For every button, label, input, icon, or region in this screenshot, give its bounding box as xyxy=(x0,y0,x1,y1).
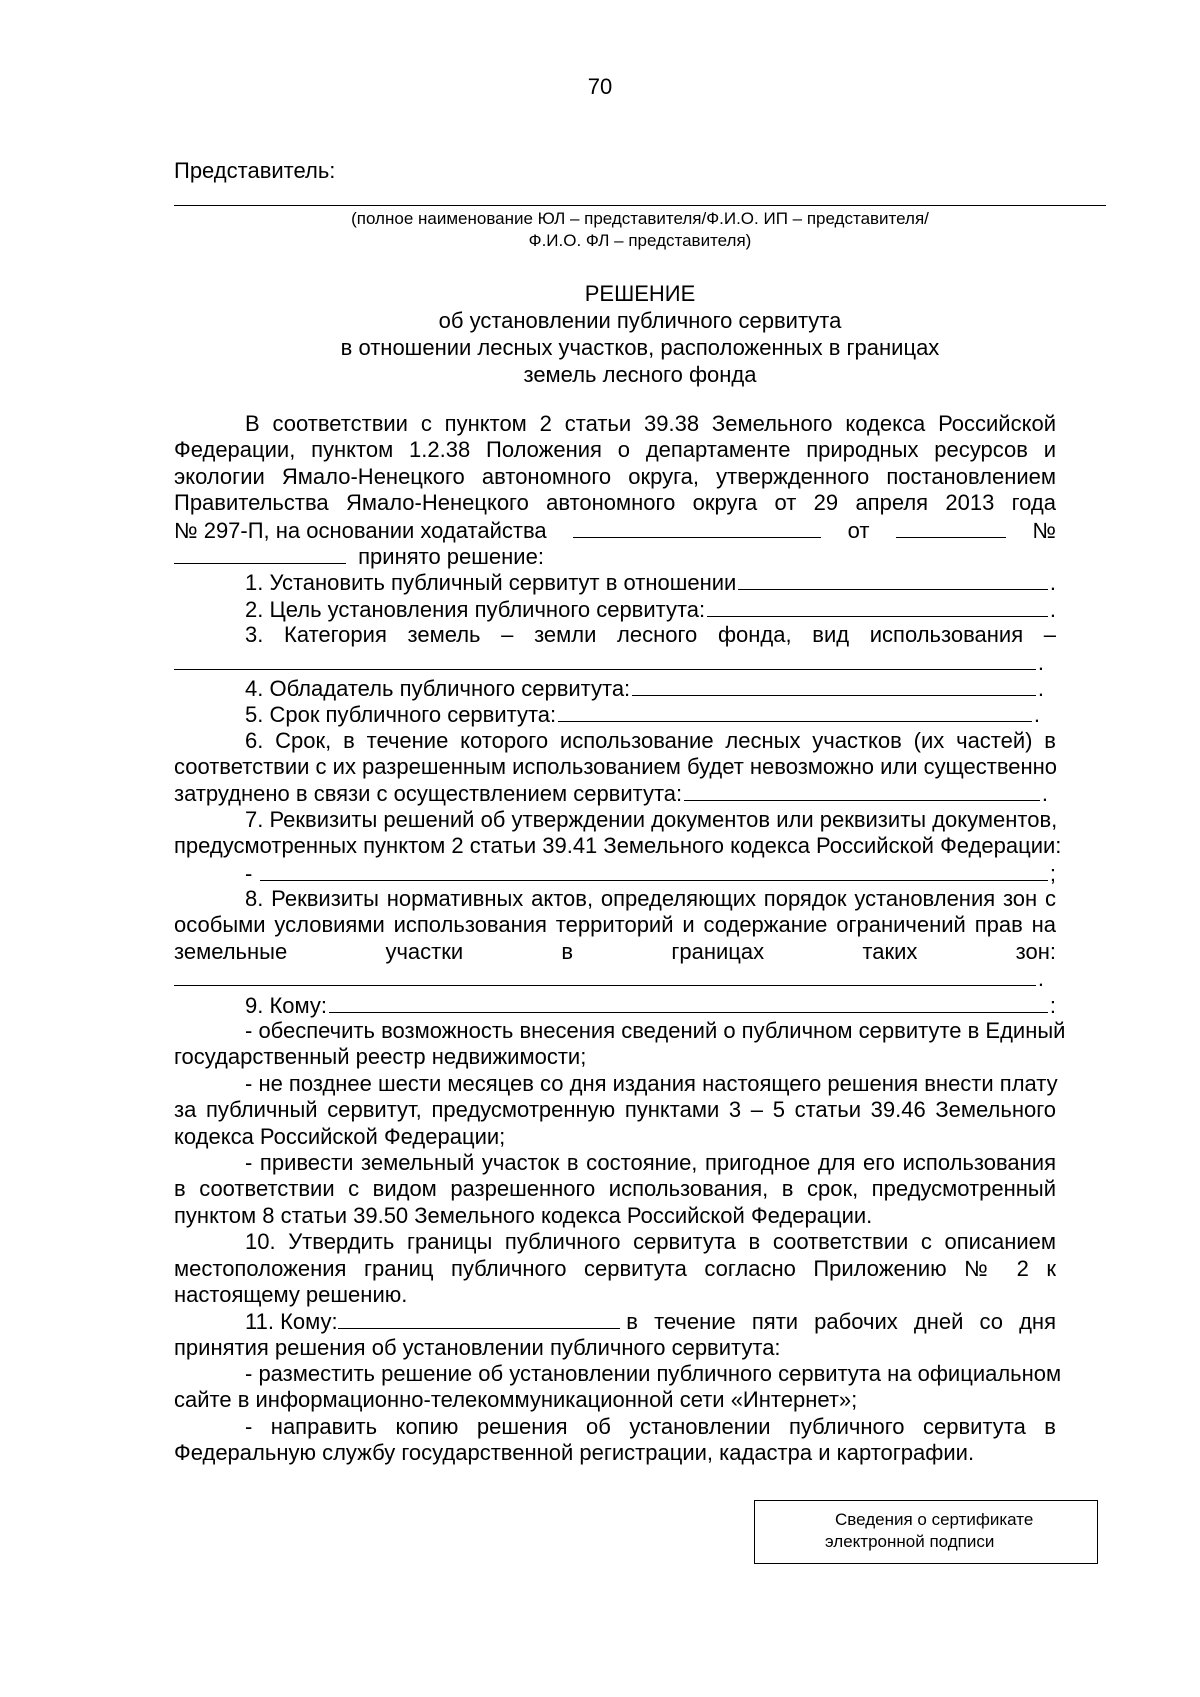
item-7: 7. Реквизиты решений об утверждении документов или реквизиты документов, xyxy=(245,806,1058,832)
item-10: 10. Утвердить границы публичного сервитута в соответствии с описанием xyxy=(245,1229,1056,1255)
blank-line xyxy=(174,965,1036,986)
certificate-line: Сведения о сертификате xyxy=(835,1510,1034,1529)
body-line xyxy=(174,517,1056,543)
decision-title xyxy=(174,280,1106,388)
item-text: 9. Кому: xyxy=(245,992,327,1018)
item-1: 1. Установить публичный сервитут в отношении . xyxy=(245,570,1056,596)
blank-line xyxy=(707,596,1048,617)
item-8-blank: . xyxy=(174,965,1056,991)
body-line: за публичный сервитут, предусмотренную пунктами 3 – 5 статьи 39.46 Земельного xyxy=(174,1097,1056,1123)
body-line: Правительства Ямало-Ненецкого автономного округа от 29 апреля 2013 года xyxy=(174,490,1056,516)
title-heading: РЕШЕНИЕ xyxy=(584,281,696,306)
page-number: 70 xyxy=(587,74,613,99)
decision-body xyxy=(174,411,1066,1467)
representative-label: Представитель: xyxy=(174,158,336,183)
item-text: 5. Срок публичного сервитута: xyxy=(245,702,557,728)
blank-line xyxy=(329,992,1048,1013)
blank-line xyxy=(558,701,1032,722)
item-2: 2. Цель установления публичного сервитута: . xyxy=(245,596,1056,622)
body-line: - не позднее шести месяцев со дня издания настоящего решения внести плату xyxy=(245,1070,1058,1096)
blank-line xyxy=(632,675,1036,696)
item-text: затруднено в связи с осуществлением сервитута: xyxy=(174,781,683,807)
item-4: 4. Обладатель публичного сервитута: . xyxy=(245,675,1044,701)
blank-line xyxy=(174,649,1036,670)
dash: - xyxy=(245,860,253,886)
body-line: принятия решения об установлении публичного сервитута: xyxy=(174,1334,781,1360)
body-line: - направить копию решения об установлении публичного сервитута в xyxy=(245,1413,1056,1439)
body-line: государственный реестр недвижимости; xyxy=(174,1044,587,1070)
body-line: соответствии с их разрешенным использованием будет невозможно или существенно xyxy=(174,754,1058,780)
blank-line xyxy=(260,860,1048,881)
item-8: 8. Реквизиты нормативных актов, определяющих порядок установления зон с xyxy=(245,886,1056,912)
body-line: затруднено в связи с осуществлением сервитута: . xyxy=(174,781,1048,807)
body-line: Федеральную службу государственной регистрации, кадастра и картографии. xyxy=(174,1440,975,1466)
item-text: в течение пяти рабочих дней со дня xyxy=(626,1309,1056,1335)
representative-blank-line xyxy=(174,205,1106,206)
body-line: особыми условиями использования территорий и содержание ограничений прав на xyxy=(174,912,1056,938)
body-line: экологии Ямало-Ненецкого автономного округа, утвержденного постановлением xyxy=(174,463,1056,489)
item-9: 9. Кому: : xyxy=(245,992,1056,1018)
item-6: 6. Срок, в течение которого использование лесных участков (их частей) в xyxy=(245,727,1056,753)
number-blank xyxy=(174,543,346,564)
body-line: пунктом 8 статьи 39.50 Земельного кодекса Российской Федерации. xyxy=(174,1202,873,1228)
item-11 xyxy=(174,1308,1056,1334)
body-line: кодекса Российской Федерации; xyxy=(174,1123,506,1149)
body-line: В соответствии с пунктом 2 статьи 39.38 Земельного кодекса Российской xyxy=(245,411,1056,436)
date-from-label: от xyxy=(847,517,870,543)
petition-text: № 297-П, на основании ходатайства xyxy=(174,517,547,543)
body-line: сайте в информационно-телекоммуникационной сети «Интернет»; xyxy=(174,1387,858,1413)
decision-made-text: принято решение: xyxy=(358,543,544,569)
body-line: предусмотренных пунктом 2 статьи 39.41 Земельного кодекса Российской Федерации: xyxy=(174,833,1062,859)
number-sign: № xyxy=(1032,517,1056,543)
certificate-line: электронной подписи xyxy=(825,1532,995,1551)
petition-blank xyxy=(573,517,821,538)
item-3-blank: . xyxy=(174,649,1056,675)
signature-certificate-box xyxy=(754,1500,1098,1564)
blank-line xyxy=(338,1308,620,1329)
body-line: Федерации, пунктом 1.2.38 Положения о департаменте природных ресурсов и xyxy=(174,437,1056,463)
blank-line xyxy=(738,569,1048,590)
item-text: 1. Установить публичный сервитут в отношении xyxy=(245,570,737,596)
item-text: 2. Цель установления публичного сервитута: xyxy=(245,596,706,622)
body-line xyxy=(174,543,1056,569)
body-line: настоящему решению. xyxy=(174,1281,408,1307)
item-text: 4. Обладатель публичного сервитута: xyxy=(245,675,631,701)
body-line: - разместить решение об установлении публичного сервитута на официальном xyxy=(245,1361,1062,1387)
body-line: - ; xyxy=(245,860,1056,886)
body-line: в соответствии с видом разрешенного использования, в срок, предусмотренный xyxy=(174,1176,1056,1202)
item-3: 3. Категория земель – земли лесного фонда, вид использования – xyxy=(245,622,1056,648)
blank-line xyxy=(684,780,1040,801)
title-line: в отношении лесных участков, расположенных в границах xyxy=(340,335,940,360)
caption-line: Ф.И.О. ФЛ – представителя) xyxy=(528,231,752,250)
date-blank xyxy=(896,517,1006,538)
title-line: об установлении публичного сервитута xyxy=(438,308,842,333)
body-line: - обеспечить возможность внесения сведений о публичном сервитуте в Единый xyxy=(245,1017,1066,1043)
body-line: земельные участки в границах таких зон: xyxy=(174,938,1056,964)
representative-caption xyxy=(174,208,1106,252)
item-5: 5. Срок публичного сервитута: . xyxy=(245,702,1040,728)
caption-line: (полное наименование ЮЛ – представителя/Ф.И.О. ИП – представителя/ xyxy=(351,209,929,228)
item-text: 11. Кому: xyxy=(245,1308,620,1335)
body-line: местоположения границ публичного сервитута согласно Приложению № 2 к xyxy=(174,1255,1056,1281)
title-line: земель лесного фонда xyxy=(523,362,757,387)
body-line: - привести земельный участок в состояние, пригодное для его использования xyxy=(245,1149,1056,1175)
